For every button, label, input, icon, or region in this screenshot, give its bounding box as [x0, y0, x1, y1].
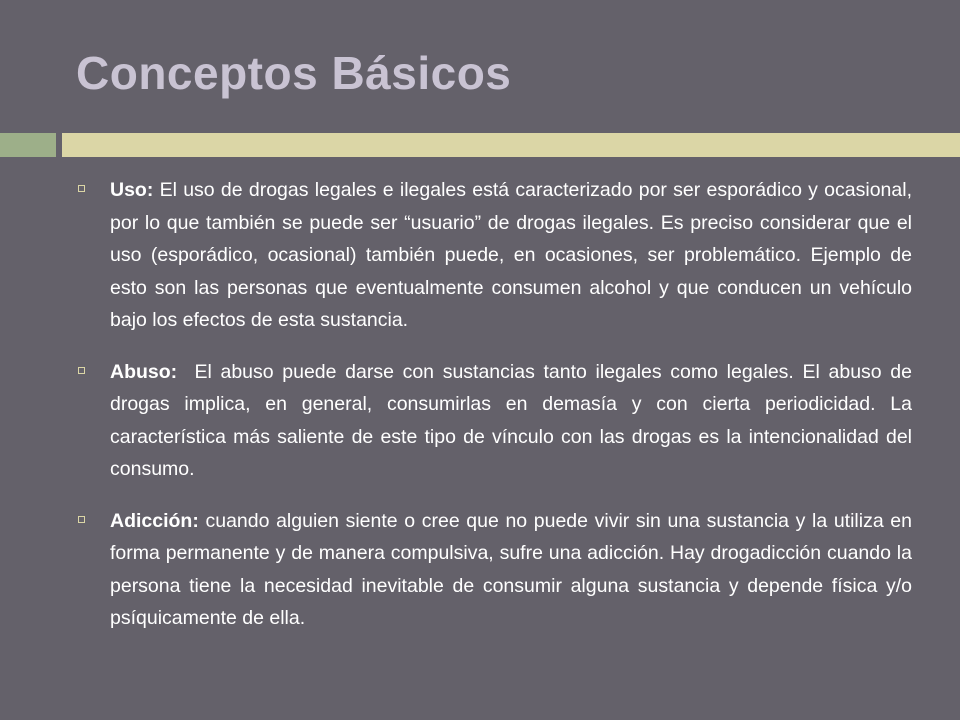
square-bullet-icon [78, 185, 85, 192]
term-uso: Uso: [110, 179, 154, 201]
definition-adiccion: cuando alguien siente o cree que no puede vivir sin una sustancia y la utiliza en forma permanente y de manera compulsiva, sufre una adicción. Hay drogadicción cuando la persona tiene la necesidad inevitable de consumir alguna sustancia y depende física y/o psíquicamente de ella. [110, 509, 912, 629]
square-bullet-icon [78, 367, 85, 374]
term-abuso: Abuso: [110, 360, 178, 383]
square-bullet-icon [78, 516, 85, 523]
definition-abuso: El abuso puede darse con sustancias tanto ilegales como legales. El abuso de drogas implica, en general, consumirlas en demasía y con cierta periodicidad. La característica más saliente de este tipo de vínculo con las drogas es la intencionalidad del consumo. [110, 360, 918, 480]
accent-bar [62, 133, 960, 157]
definition-uso: El uso de drogas legales e ilegales está caracterizado por ser esporádico y ocasional, por lo que también se puede ser “usuario” de drogas ilegales. Es preciso considerar que el uso (esporádico, ocasional) también puede, en ocasiones, ser problemático. Ejemplo de esto son las personas que eventualmente consumen alcohol y que conducen un vehículo bajo los efectos de esta sustancia. [110, 179, 912, 331]
slide-title: Conceptos Básicos [76, 47, 512, 99]
bullet-list [76, 174, 918, 654]
bullet-item-abuso [76, 356, 918, 486]
accent-square [0, 133, 56, 157]
term-adiccion: Adicción: [110, 509, 199, 532]
bullet-item-adiccion [76, 505, 912, 635]
bullet-item-uso [76, 174, 912, 337]
